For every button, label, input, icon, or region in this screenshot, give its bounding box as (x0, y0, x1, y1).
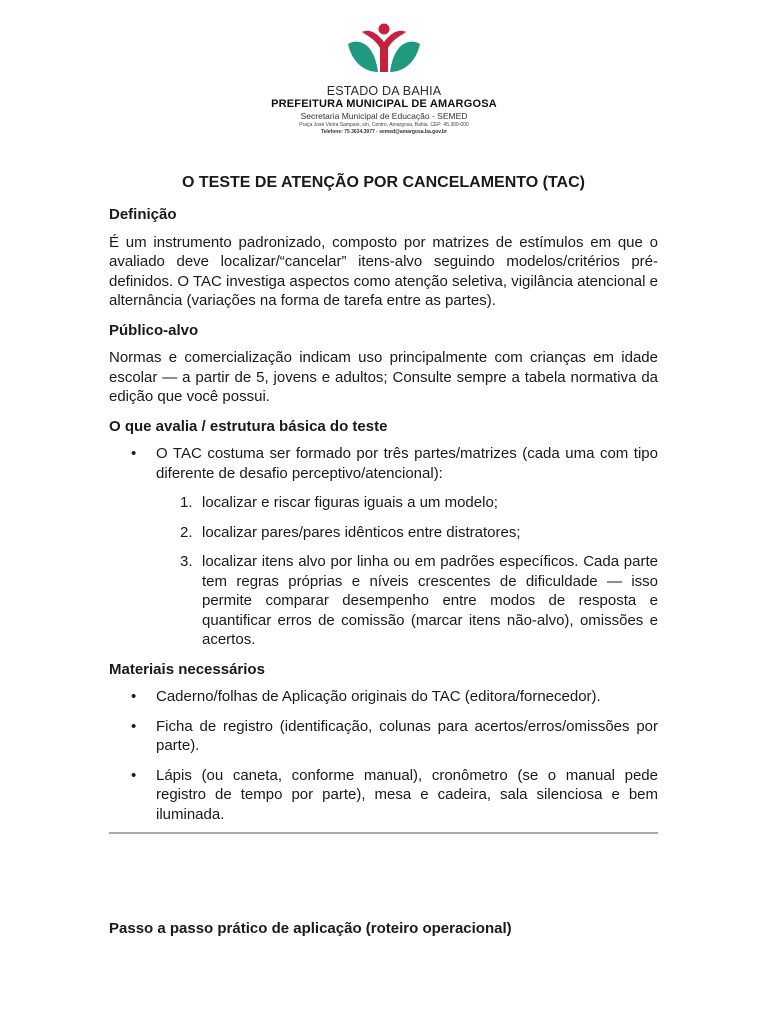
paragraph-publico: Normas e comercialização indicam uso principalmente com crianças em idade escolar — a partir de 5, jovens e adultos; Consulte sempre a tabela normativa da edição que você possui. (109, 349, 658, 405)
item-number: 2. (180, 523, 193, 541)
letterhead-address: Praça José Vieira Sampaio, s/n, Centro, Amargosa, Bahia. CEP: 45.300-000 (299, 122, 469, 128)
list-item (109, 444, 658, 650)
item-number: 1. (180, 494, 193, 511)
paragraph-definicao: É um instrumento padronizado, composto por matrizes de estímulos em que o avaliado deve localizar/“cancelar” itens-alvo seguindo modelos/critérios pré-definidos. O TAC investiga aspectos como atenção seletiva, vigilância atencional e alternância (variações na forma de tarefa entre as partes). (109, 233, 658, 309)
materiais-bullet-list (109, 687, 658, 824)
item-text: localizar e riscar figuras iguais a um modelo; (202, 494, 498, 511)
avalia-numbered-list (156, 493, 658, 650)
letterhead-prefeitura: PREFEITURA MUNICIPAL DE AMARGOSA (271, 98, 497, 110)
material-text: Lápis (ou caneta, conforme manual), cronômetro (se o manual pede registro de tempo por parte), mesa e cadeira, sala silenciosa e bem iluminada. (156, 766, 658, 823)
bullet-marker: • (131, 766, 137, 784)
numbered-item (156, 552, 658, 650)
numbered-item (156, 493, 658, 513)
material-text: Ficha de registro (identificação, colunas para acertos/erros/omissões por parte). (156, 717, 658, 754)
avalia-bullet-list (109, 444, 658, 650)
letterhead-state: ESTADO DA BAHIA (326, 84, 442, 98)
section-heading-definicao: Definição (109, 206, 177, 223)
horizontal-divider (109, 832, 658, 834)
section-heading-passo: Passo a passo prático de aplicação (roteiro operacional) (109, 920, 512, 937)
letterhead (0, 22, 768, 136)
section-heading-publico: Público-alvo (109, 321, 199, 339)
numbered-item (156, 523, 658, 543)
avalia-bullet-text: O TAC costuma ser formado por três partes/matrizes (cada uma com tipo diferente de desafio perceptivo/atencional): (156, 445, 658, 482)
letterhead-secretaria: Secretaria Municipal de Educação - SEMED (300, 111, 468, 121)
material-text: Caderno/folhas de Aplicação originais do TAC (editora/fornecedor). (156, 688, 601, 705)
bullet-marker: • (131, 688, 137, 705)
bullet-marker: • (131, 445, 137, 462)
item-text: localizar pares/pares idênticos entre distratores; (202, 523, 521, 541)
document-title: O TESTE DE ATENÇÃO POR CANCELAMENTO (TAC) (182, 174, 585, 191)
list-item (109, 766, 658, 825)
section-heading-avalia: O que avalia / estrutura básica do teste (109, 417, 388, 435)
prefeitura-amargosa-logo (344, 22, 424, 80)
item-text: localizar itens alvo por linha ou em padrões específicos. Cada parte tem regras próprias e níveis crescentes de dificuldade — isso permite comparar desempenho entre modos de resposta e quantificar erros de comissão (marcar itens não-alvo), omissões e acertos. (202, 553, 658, 648)
list-item (109, 687, 658, 707)
letterhead-contact: Telefone: 75 3634.3977 - semed@amargosa.ba.gov.br (320, 129, 448, 135)
document-body (109, 172, 658, 834)
list-item (109, 717, 658, 756)
section-heading-materiais: Materiais necessários (109, 660, 265, 678)
item-number: 3. (180, 553, 193, 570)
bullet-marker: • (131, 717, 137, 735)
